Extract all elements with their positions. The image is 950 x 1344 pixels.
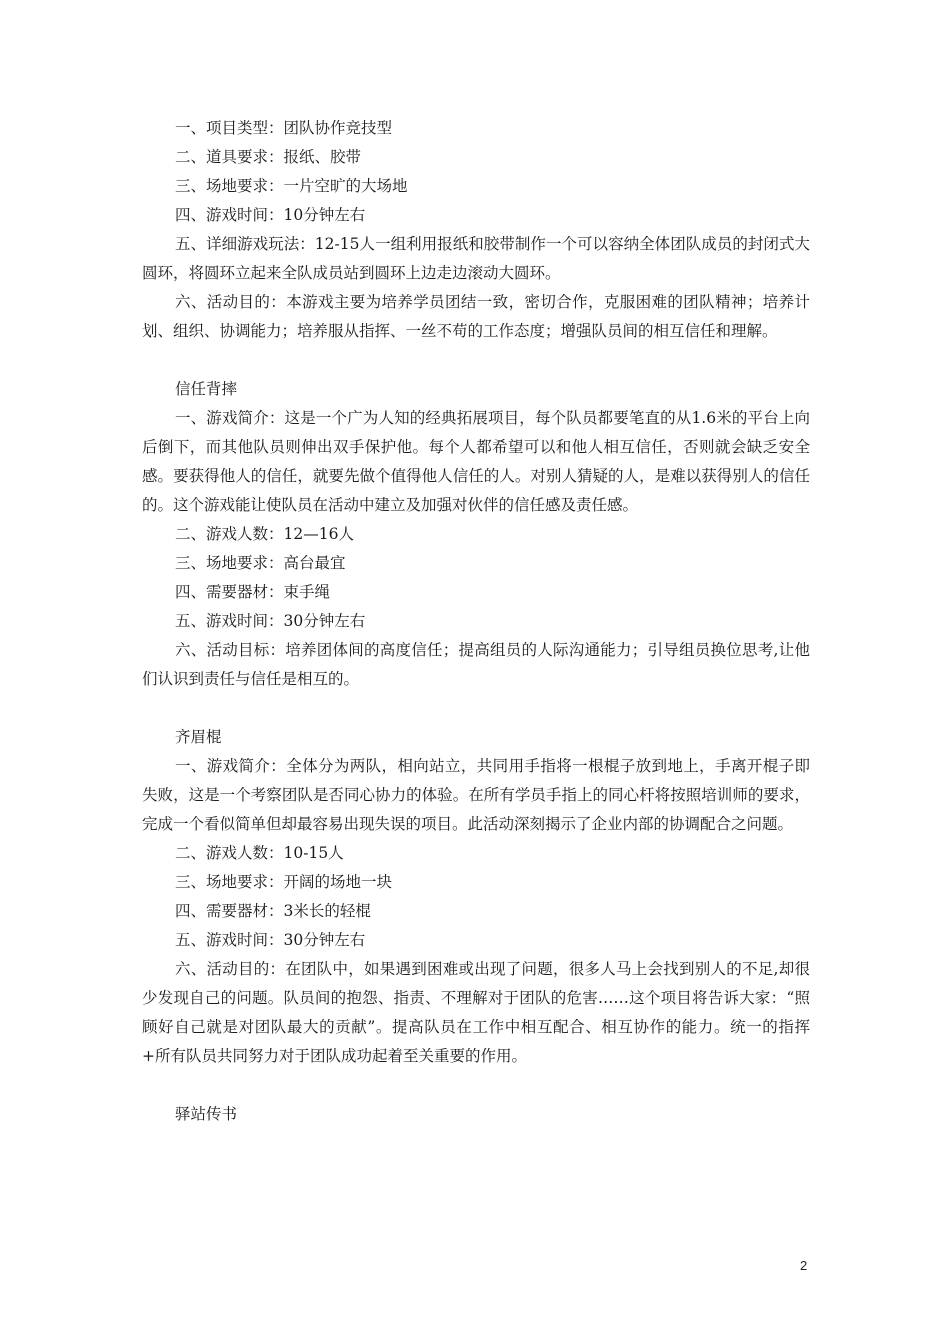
item-props: 二、道具要求：报纸、胶带: [175, 148, 362, 166]
item-gameplay: 五、详细游戏玩法：12-15人一组利用报纸和胶带制作一个可以容纳全体团队成员的封闭式大圆环，将圆环立起来全队成员站到圆环上边走边滚动大圆环。: [142, 235, 810, 282]
helium-stick-equipment: 四、需要器材：3米长的轻棍: [175, 902, 371, 920]
helium-stick-players: 二、游戏人数：10-15人: [175, 844, 344, 862]
item-duration: 四、游戏时间：10分钟左右: [175, 206, 366, 224]
helium-stick-duration: 五、游戏时间：30分钟左右: [175, 931, 366, 949]
section-title-trust-fall: 信任背摔: [175, 380, 238, 398]
page-number: 2: [800, 1258, 808, 1273]
section-spacer: [142, 1071, 810, 1100]
helium-stick-purpose: 六、活动目的：在团队中，如果遇到困难或出现了问题，很多人马上会找到别人的不足,却很少发现自己的问题。队员间的抱怨、指责、不理解对于团队的危害……这个项目将告诉大家：“照顾好自己就是对团队最大的贡献”。提高队员在工作中相互配合、相互协作的能力。统一的指挥+所有队员共同努力对于团队成功起着至关重要的作用。: [142, 960, 810, 1065]
helium-stick-intro: 一、游戏简介：全体分为两队，相向站立，共同用手指将一根棍子放到地上，手离开棍子即失败，这是一个考察团队是否同心协力的体验。在所有学员手指上的同心杆将按照培训师的要求，完成一个看似简单但却最容易出现失误的项目。此活动深刻揭示了企业内部的协调配合之问题。: [142, 757, 810, 833]
trust-fall-equipment: 四、需要器材：束手绳: [175, 583, 331, 601]
section-spacer: [142, 346, 810, 375]
section-title-relay-message: 驿站传书: [175, 1105, 238, 1123]
section-title-helium-stick: 齐眉棍: [175, 728, 222, 746]
document-body: [142, 114, 810, 1129]
trust-fall-intro: 一、游戏简介：这是一个广为人知的经典拓展项目，每个队员都要笔直的从1.6米的平台上向后倒下，而其他队员则伸出双手保护他。每个人都希望可以和他人相互信任，否则就会缺乏安全感。要获得他人的信任，就要先做个值得他人信任的人。对别人猜疑的人，是难以获得别人的信任的。这个游戏能让使队员在活动中建立及加强对伙伴的信任感及责任感。: [142, 409, 810, 514]
section-spacer: [142, 694, 810, 723]
trust-fall-duration: 五、游戏时间：30分钟左右: [175, 612, 366, 630]
trust-fall-goal: 六、活动目标：培养团体间的高度信任；提高组员的人际沟通能力；引导组员换位思考,让他们认识到责任与信任是相互的。: [142, 641, 810, 688]
trust-fall-venue: 三、场地要求：高台最宜: [175, 554, 346, 572]
item-purpose: 六、活动目的：本游戏主要为培养学员团结一致，密切合作，克服困难的团队精神；培养计划、组织、协调能力；培养服从指挥、一丝不苟的工作态度；增强队员间的相互信任和理解。: [142, 293, 810, 340]
trust-fall-players: 二、游戏人数：12—16人: [175, 525, 354, 543]
helium-stick-venue: 三、场地要求：开阔的场地一块: [175, 873, 393, 891]
item-venue: 三、场地要求：一片空旷的大场地: [175, 177, 408, 195]
item-project-type: 一、项目类型：团队协作竞技型: [175, 119, 393, 137]
